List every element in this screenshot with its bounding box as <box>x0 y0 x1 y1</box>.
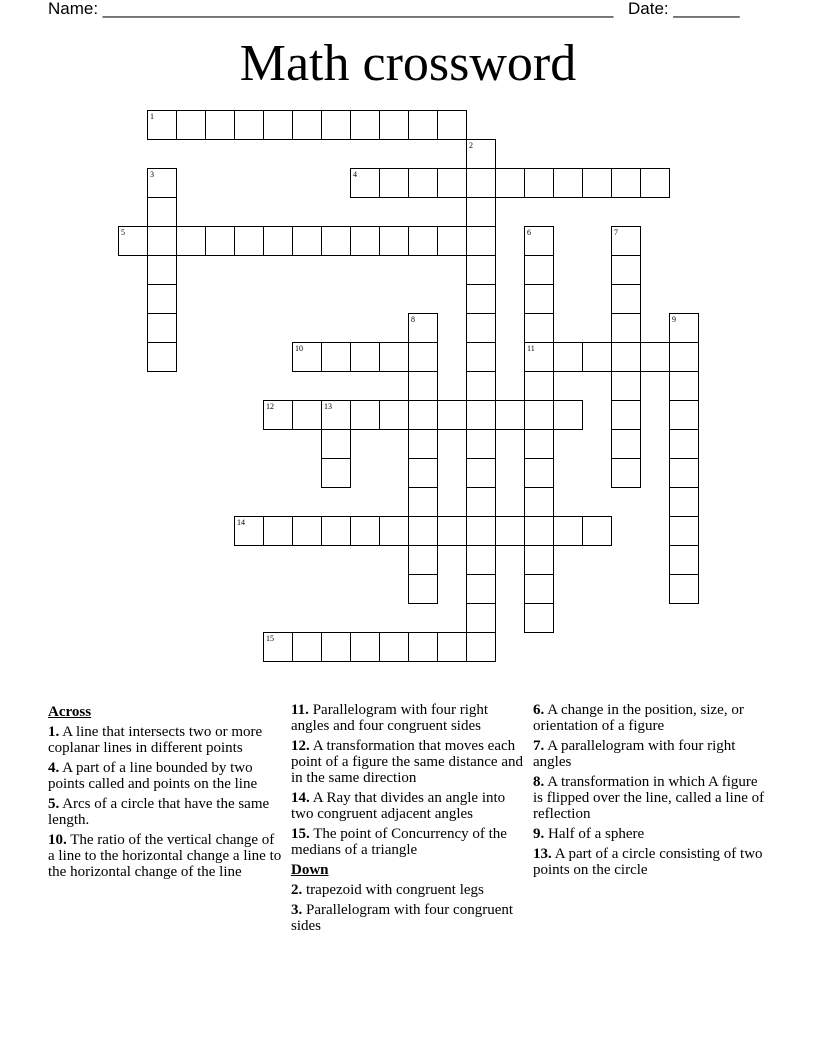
clue-down-9: 9. Half of a sphere <box>533 826 645 842</box>
grid-cell[interactable] <box>379 168 409 198</box>
grid-cell[interactable] <box>466 226 496 256</box>
grid-cell[interactable] <box>495 400 525 430</box>
grid-cell[interactable] <box>176 226 206 256</box>
clue-across-10: 10. The ratio of the vertical change of a line to the horizontal change a line to the horizontal change of the line <box>48 832 282 880</box>
clue-down-2: 2. trapezoid with congruent legs <box>291 882 484 898</box>
grid-cell[interactable] <box>408 313 438 343</box>
cell-number: 5 <box>121 228 125 237</box>
grid-cell[interactable] <box>292 226 322 256</box>
across-heading: Across <box>48 704 92 720</box>
grid-cell[interactable] <box>611 342 641 372</box>
grid-cell[interactable] <box>524 545 554 575</box>
grid-cell[interactable] <box>350 516 380 546</box>
cell-number: 6 <box>527 228 531 237</box>
date-field-label[interactable]: Date: _______ <box>628 0 740 18</box>
grid-cell[interactable] <box>524 168 554 198</box>
grid-cell[interactable] <box>350 632 380 662</box>
grid-cell[interactable] <box>611 284 641 314</box>
grid-cell[interactable] <box>263 226 293 256</box>
grid-cell[interactable] <box>379 110 409 140</box>
grid-cell[interactable] <box>205 226 235 256</box>
grid-cell[interactable] <box>147 197 177 227</box>
grid-cell[interactable] <box>437 168 467 198</box>
grid-cell[interactable] <box>524 284 554 314</box>
grid-cell[interactable] <box>321 226 351 256</box>
grid-cell[interactable] <box>524 516 554 546</box>
grid-cell[interactable] <box>408 371 438 401</box>
grid-cell[interactable] <box>408 226 438 256</box>
clue-across-14: 14. A Ray that divides an angle into two congruent adjacent angles <box>291 790 506 822</box>
grid-cell[interactable] <box>408 574 438 604</box>
grid-cell[interactable] <box>408 429 438 459</box>
grid-cell[interactable] <box>408 487 438 517</box>
grid-cell[interactable] <box>640 342 670 372</box>
grid-cell[interactable] <box>350 400 380 430</box>
cell-number: 7 <box>614 228 618 237</box>
grid-cell[interactable] <box>437 400 467 430</box>
grid-cell[interactable] <box>118 226 148 256</box>
grid-cell[interactable] <box>437 110 467 140</box>
clue-across-5: 5. Arcs of a circle that have the same length. <box>48 796 270 828</box>
grid-cell[interactable] <box>669 574 699 604</box>
cell-number: 3 <box>150 170 154 179</box>
grid-cell[interactable] <box>292 342 322 372</box>
grid-cell[interactable] <box>408 516 438 546</box>
cell-number: 4 <box>353 170 357 179</box>
grid-cell[interactable] <box>437 632 467 662</box>
clue-down-13: 13. A part of a circle consisting of two points on the circle <box>533 846 763 878</box>
grid-cell[interactable] <box>524 458 554 488</box>
grid-cell[interactable] <box>292 516 322 546</box>
clue-down-3: 3. Parallelogram with four congruent sides <box>291 902 514 934</box>
grid-cell[interactable] <box>379 342 409 372</box>
grid-cell[interactable] <box>524 400 554 430</box>
grid-cell[interactable] <box>408 400 438 430</box>
cell-number: 1 <box>150 112 154 121</box>
grid-cell[interactable] <box>611 226 641 256</box>
grid-cell[interactable] <box>524 429 554 459</box>
grid-cell[interactable] <box>292 632 322 662</box>
grid-cell[interactable] <box>263 400 293 430</box>
grid-cell[interactable] <box>640 168 670 198</box>
grid-cell[interactable] <box>669 458 699 488</box>
grid-cell[interactable] <box>408 458 438 488</box>
grid-cell[interactable] <box>466 197 496 227</box>
grid-cell[interactable] <box>466 574 496 604</box>
grid-cell[interactable] <box>669 429 699 459</box>
cell-number: 15 <box>266 634 274 643</box>
grid-cell[interactable] <box>408 342 438 372</box>
grid-cell[interactable] <box>263 516 293 546</box>
grid-cell[interactable] <box>321 110 351 140</box>
grid-cell[interactable] <box>437 516 467 546</box>
grid-cell[interactable] <box>466 429 496 459</box>
grid-cell[interactable] <box>524 255 554 285</box>
grid-cell[interactable] <box>553 168 583 198</box>
grid-cell[interactable] <box>466 545 496 575</box>
cell-number: 11 <box>527 344 535 353</box>
grid-cell[interactable] <box>611 400 641 430</box>
clue-down-6: 6. A change in the position, size, or orientation of a figure <box>533 702 744 734</box>
grid-cell[interactable] <box>292 110 322 140</box>
down-heading: Down <box>291 862 329 878</box>
grid-cell[interactable] <box>466 313 496 343</box>
grid-cell[interactable] <box>553 342 583 372</box>
grid-cell[interactable] <box>582 342 612 372</box>
grid-cell[interactable] <box>466 255 496 285</box>
grid-cell[interactable] <box>611 313 641 343</box>
grid-cell[interactable] <box>205 110 235 140</box>
grid-cell[interactable] <box>611 458 641 488</box>
grid-cell[interactable] <box>669 313 699 343</box>
clues-column-2 <box>291 702 526 938</box>
grid-cell[interactable] <box>234 226 264 256</box>
grid-cell[interactable] <box>147 313 177 343</box>
grid-cell[interactable] <box>147 255 177 285</box>
grid-cell[interactable] <box>408 632 438 662</box>
grid-cell[interactable] <box>524 226 554 256</box>
grid-cell[interactable] <box>466 284 496 314</box>
grid-cell[interactable] <box>176 110 206 140</box>
grid-cell[interactable] <box>582 516 612 546</box>
grid-cell[interactable] <box>466 516 496 546</box>
grid-cell[interactable] <box>321 516 351 546</box>
grid-cell[interactable] <box>495 168 525 198</box>
grid-cell[interactable] <box>379 516 409 546</box>
header <box>48 0 748 20</box>
grid-cell[interactable] <box>147 284 177 314</box>
grid-cell[interactable] <box>669 545 699 575</box>
grid-cell[interactable] <box>669 487 699 517</box>
name-field-label[interactable]: Name: ______________________________________________________ <box>48 0 614 18</box>
cell-number: 9 <box>672 315 676 324</box>
grid-cell[interactable] <box>466 168 496 198</box>
clue-across-1: 1. A line that intersects two or more coplanar lines in different points <box>48 724 263 756</box>
clue-across-12: 12. A transformation that moves each point of a figure the same distance and in the same direction <box>291 738 524 786</box>
cell-number: 13 <box>324 402 332 411</box>
grid-cell[interactable] <box>466 603 496 633</box>
grid-cell[interactable] <box>147 168 177 198</box>
grid-cell[interactable] <box>408 168 438 198</box>
grid-cell[interactable] <box>524 313 554 343</box>
grid-cell[interactable] <box>669 371 699 401</box>
grid-cell[interactable] <box>147 110 177 140</box>
clue-across-11: 11. Parallelogram with four right angles and four congruent sides <box>291 702 489 734</box>
grid-cell[interactable] <box>582 168 612 198</box>
grid-cell[interactable] <box>147 226 177 256</box>
grid-cell[interactable] <box>524 603 554 633</box>
grid-cell[interactable] <box>379 400 409 430</box>
grid-cell[interactable] <box>379 226 409 256</box>
cell-number: 14 <box>237 518 245 527</box>
grid-cell[interactable] <box>350 342 380 372</box>
cell-number: 8 <box>411 315 415 324</box>
grid-cell[interactable] <box>553 400 583 430</box>
clue-across-15: 15. The point of Concurrency of the medians of a triangle <box>291 826 507 858</box>
grid-cell[interactable] <box>263 110 293 140</box>
grid-cell[interactable] <box>147 342 177 372</box>
cell-number: 2 <box>469 141 473 150</box>
grid-cell[interactable] <box>234 110 264 140</box>
grid-cell[interactable] <box>350 226 380 256</box>
grid-cell[interactable] <box>466 342 496 372</box>
clue-down-8: 8. A transformation in which A figure is flipped over the line, called a line of reflection <box>533 774 765 822</box>
grid-cell[interactable] <box>466 371 496 401</box>
clues-column-1 <box>48 702 283 884</box>
page-title: Math crossword <box>239 35 577 92</box>
grid-cell[interactable] <box>611 255 641 285</box>
grid-cell[interactable] <box>321 342 351 372</box>
grid-cell[interactable] <box>321 458 351 488</box>
grid-cell[interactable] <box>466 487 496 517</box>
grid-cell[interactable] <box>466 400 496 430</box>
grid-cell[interactable] <box>611 429 641 459</box>
clues-column-3 <box>533 702 768 882</box>
grid-cell[interactable] <box>466 458 496 488</box>
grid-cell[interactable] <box>263 632 293 662</box>
grid-cell[interactable] <box>379 632 409 662</box>
grid-cell[interactable] <box>669 342 699 372</box>
cell-number: 12 <box>266 402 274 411</box>
grid-cell[interactable] <box>669 516 699 546</box>
grid-cell[interactable] <box>321 400 351 430</box>
grid-cell[interactable] <box>524 371 554 401</box>
grid-cell[interactable] <box>611 371 641 401</box>
clue-down-7: 7. A parallelogram with four right angles <box>533 738 736 770</box>
grid-cell[interactable] <box>350 110 380 140</box>
cell-number: 10 <box>295 344 303 353</box>
grid-cell[interactable] <box>466 139 496 169</box>
grid-cell[interactable] <box>466 632 496 662</box>
grid-cell[interactable] <box>292 400 322 430</box>
grid-cell[interactable] <box>495 516 525 546</box>
grid-cell[interactable] <box>437 226 467 256</box>
grid-cell[interactable] <box>234 516 264 546</box>
grid-cell[interactable] <box>408 545 438 575</box>
grid-cell[interactable] <box>524 574 554 604</box>
grid-cell[interactable] <box>350 168 380 198</box>
grid-cell[interactable] <box>321 632 351 662</box>
grid-cell[interactable] <box>408 110 438 140</box>
clue-across-4: 4. A part of a line bounded by two points called and points on the line <box>48 760 258 792</box>
grid-cell[interactable] <box>611 168 641 198</box>
grid-cell[interactable] <box>524 342 554 372</box>
grid-cell[interactable] <box>321 429 351 459</box>
grid-cell[interactable] <box>669 400 699 430</box>
grid-cell[interactable] <box>524 487 554 517</box>
grid-cell[interactable] <box>553 516 583 546</box>
